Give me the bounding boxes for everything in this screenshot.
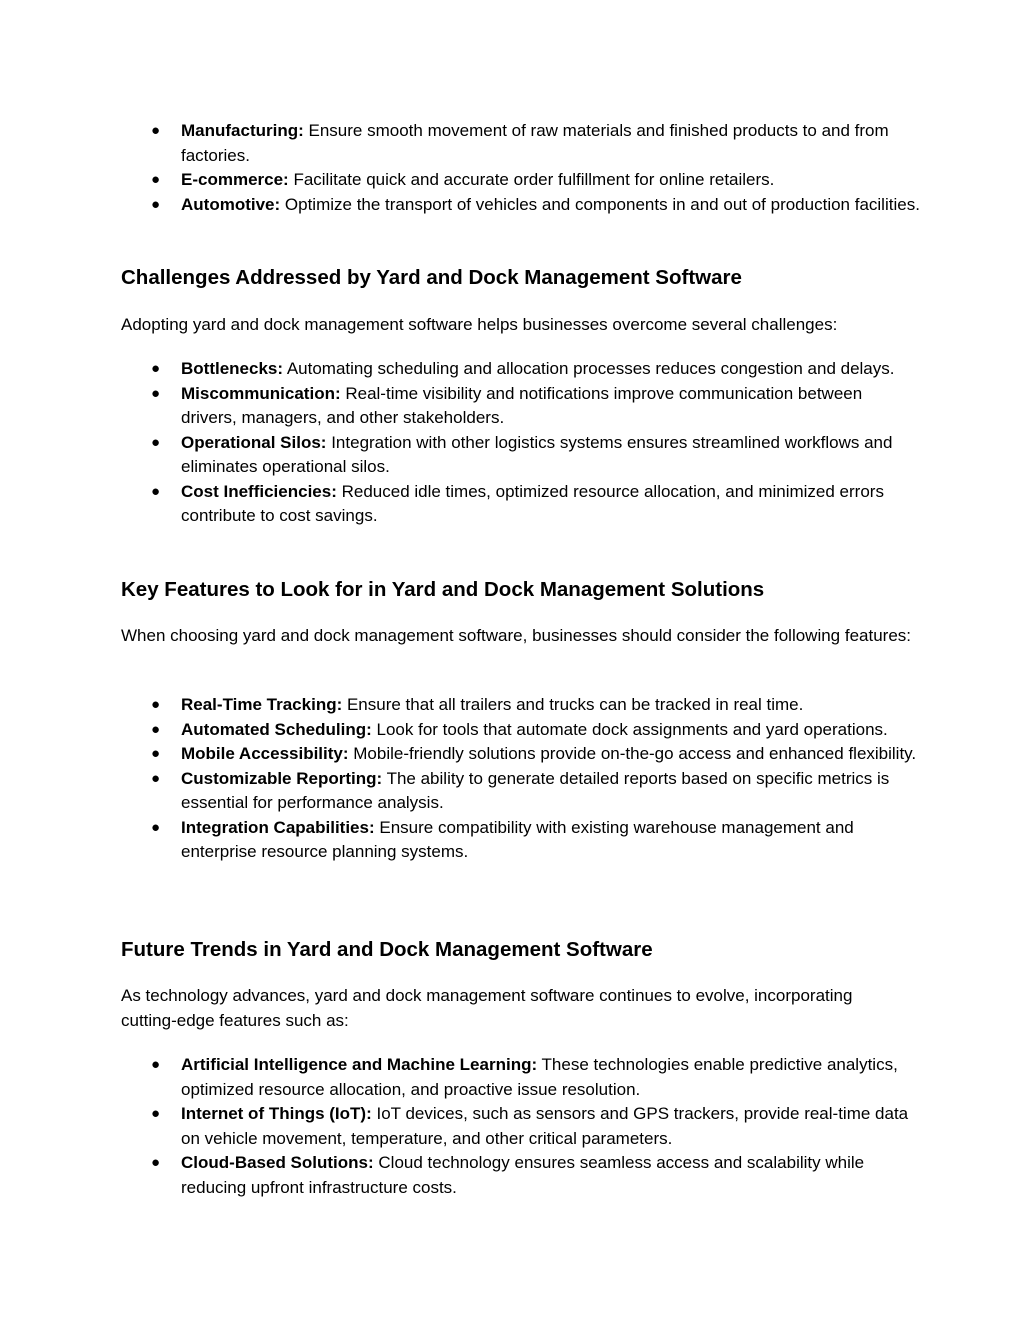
list-item-term: Customizable Reporting: <box>181 768 383 788</box>
list-item <box>0 357 920 382</box>
list-item <box>0 693 920 718</box>
list-item-term: Cost Inefficiencies: <box>181 481 337 501</box>
list-item-text: Real-time visibility and notifications improve communication between drivers, managers, and other stakeholders. <box>181 383 863 427</box>
list-item-term: Integration Capabilities: <box>181 817 375 837</box>
list-item-term: Artificial Intelligence and Machine Learning: <box>181 1055 538 1074</box>
list-item-text: Reduced idle times, optimized resource allocation, and minimized errors contribute to cost savings. <box>181 481 884 525</box>
list-item-text: Ensure compatibility with existing warehouse management and enterprise resource planning systems. <box>181 817 854 861</box>
bullet-icon: ● <box>151 818 161 836</box>
list-item-term: Internet of Things (IoT): <box>181 1104 372 1123</box>
list-item-term: Cloud-Based Solutions: <box>181 1153 374 1172</box>
list-item-text: Integration with other logistics systems ensures streamlined workflows and eliminates operational silos. <box>181 432 893 476</box>
list-item <box>0 119 920 168</box>
list-item-text: Automating scheduling and allocation processes reduces congestion and delays. <box>283 359 895 378</box>
list-item <box>0 1053 920 1102</box>
bullet-icon: ● <box>151 433 161 451</box>
list-item-text: Facilitate quick and accurate order fulfillment for online retailers. <box>288 170 775 189</box>
bullet-icon: ● <box>151 696 161 713</box>
list-item-term: Operational Silos: <box>181 432 327 452</box>
bullet-icon: ● <box>151 482 161 500</box>
list-item <box>0 1151 920 1200</box>
features-list <box>0 693 920 865</box>
list-item <box>0 168 920 193</box>
list-item-text: Ensure that all trailers and trucks can be tracked in real time. <box>342 695 804 714</box>
list-item-text: Cloud technology ensures seamless access and scalability while reducing upfront infrastructure costs. <box>181 1153 865 1197</box>
list-item <box>0 718 920 743</box>
bullet-icon: ● <box>151 720 161 738</box>
list-item-text: These technologies enable predictive analytics, optimized resource allocation, and proactive issue resolution. <box>181 1055 898 1099</box>
bullet-icon: ● <box>151 122 161 139</box>
list-item-term: Automotive: <box>181 194 281 214</box>
bullet-icon: ● <box>151 171 161 188</box>
bullet-icon: ● <box>151 1154 161 1171</box>
trends-heading: Future Trends in Yard and Dock Management Software <box>121 938 653 961</box>
list-item <box>0 742 920 767</box>
challenges-paragraph: Adopting yard and dock management software helps businesses overcome several challenges: <box>121 315 838 334</box>
list-item-term: Real-Time Tracking: <box>181 695 343 714</box>
list-item-term: Miscommunication: <box>181 383 341 403</box>
list-item-text: Mobile-friendly solutions provide on-the-go access and enhanced flexibility. <box>348 744 917 763</box>
list-item-term: Bottlenecks: <box>181 359 284 378</box>
list-item <box>0 382 920 431</box>
list-item <box>0 1102 920 1151</box>
trends-list <box>0 1053 920 1200</box>
list-item-text: Optimize the transport of vehicles and components in and out of production facilities. <box>280 194 920 214</box>
list-item <box>0 767 920 816</box>
list-item-text: Look for tools that automate dock assignments and yard operations. <box>371 719 888 739</box>
bullet-icon: ● <box>151 745 161 762</box>
list-item <box>0 431 920 480</box>
bullet-icon: ● <box>151 384 161 402</box>
challenges-heading: Challenges Addressed by Yard and Dock Management Software <box>121 266 742 289</box>
features-paragraph: When choosing yard and dock management software, businesses should consider the following features: <box>121 626 912 645</box>
list-item <box>0 193 920 218</box>
list-item-term: Manufacturing: <box>181 121 304 140</box>
bullet-icon: ● <box>151 1056 161 1073</box>
list-item-text: The ability to generate detailed reports based on specific metrics is essential for performance analysis. <box>181 768 890 812</box>
trends-paragraph: As technology advances, yard and dock management software continues to evolve, incorporating cutting-edge features such as: <box>121 986 853 1030</box>
list-item <box>0 816 920 865</box>
industry-list <box>0 119 920 217</box>
bullet-icon: ● <box>151 769 161 787</box>
list-item-text: IoT devices, such as sensors and GPS trackers, provide real-time data on vehicle movement, temperature, and other critical parameters. <box>181 1104 909 1148</box>
list-item <box>0 480 920 529</box>
features-heading: Key Features to Look for in Yard and Dock Management Solutions <box>121 578 765 601</box>
bullet-icon: ● <box>151 360 161 377</box>
list-item-term: E-commerce: <box>181 170 289 189</box>
bullet-icon: ● <box>151 195 161 213</box>
challenges-list <box>0 357 920 529</box>
list-item-term: Mobile Accessibility: <box>181 744 349 763</box>
list-item-term: Automated Scheduling: <box>181 719 372 739</box>
bullet-icon: ● <box>151 1105 161 1122</box>
list-item-text: Ensure smooth movement of raw materials and finished products to and from factories. <box>181 121 889 165</box>
